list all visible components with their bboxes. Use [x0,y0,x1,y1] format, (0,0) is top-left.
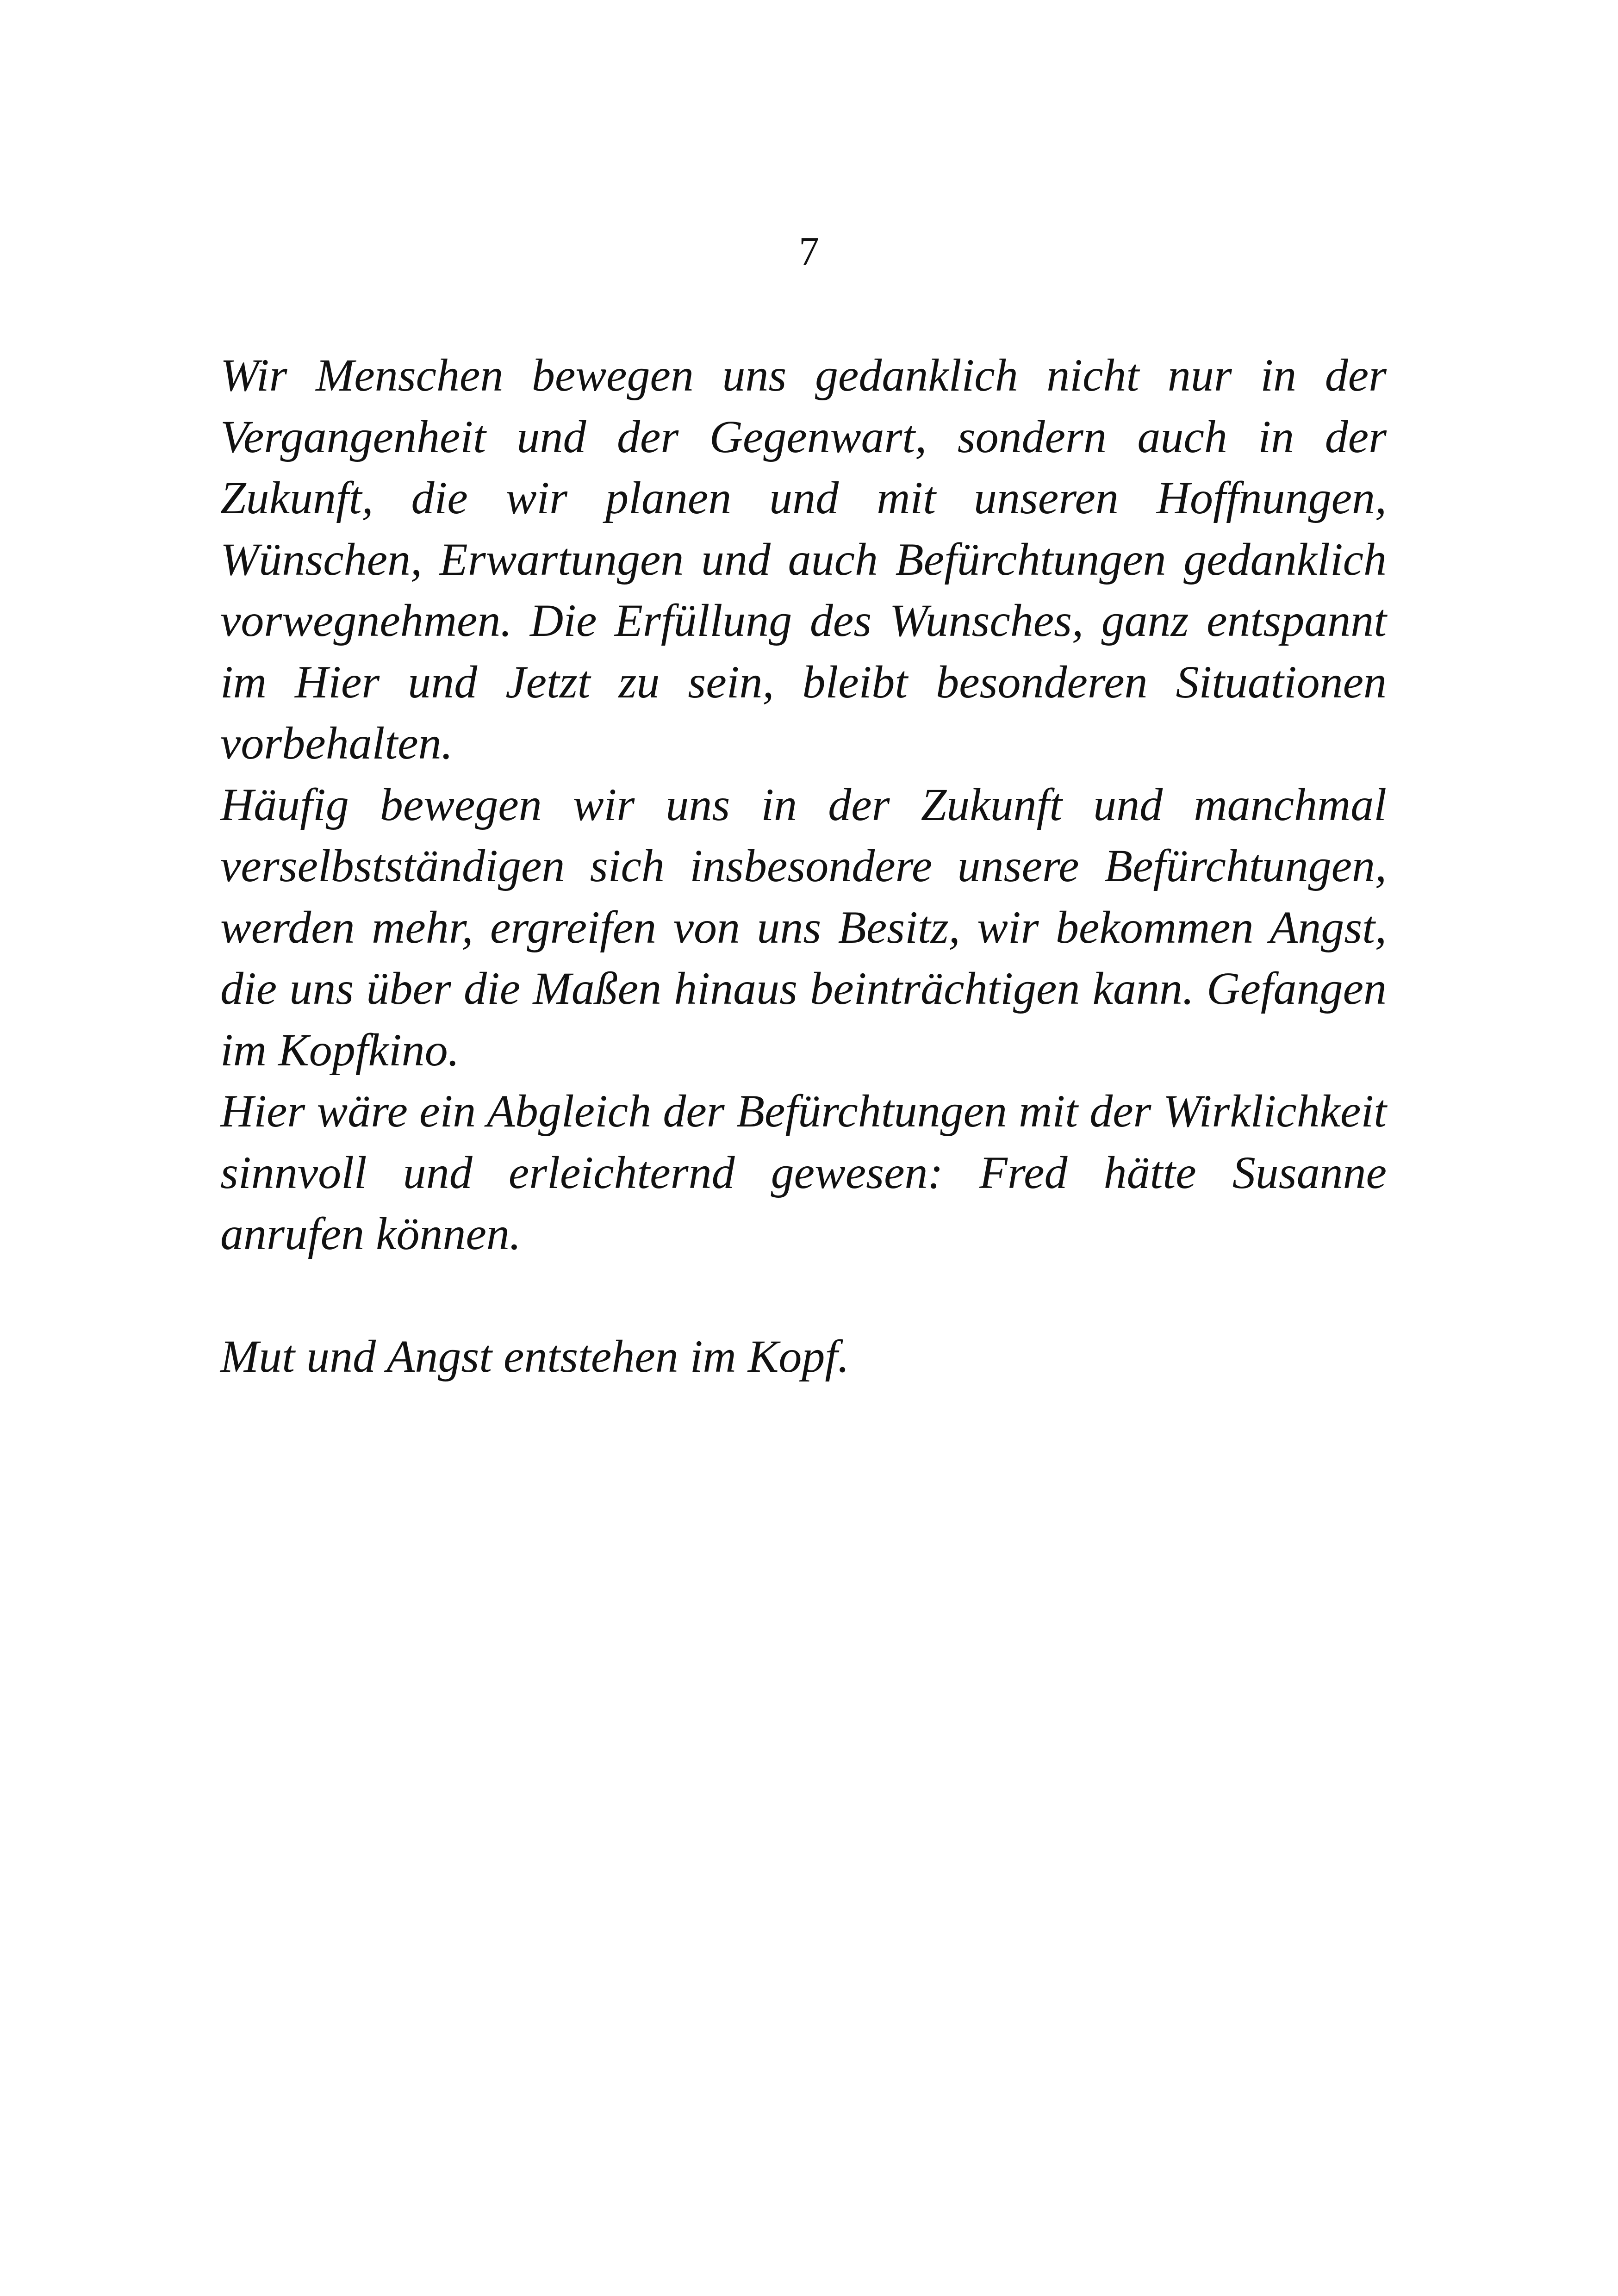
page-number: 7 [799,229,819,274]
paragraph-3: Hier wäre ein Abgleich der Befürchtungen mit der Wirklichkeit sinnvoll und erleichternd gewesen: Fred hätte Susanne anrufen können. [220,1085,1387,1259]
closing-line: Mut und Angst entstehen im Kopf. [220,1331,850,1382]
paragraph-1: Wir Menschen bewegen uns gedanklich nicht nur in der Vergangenheit und der Gegenwart, sondern auch in der Zukunft, die wir planen und mit unseren Hoffnungen, Wünschen, Erwartungen und auch Befürchtungen gedanklich vorwegnehmen. Die Erfüllung des Wunsches, ganz entspannt im Hier und Jetzt zu sein, bleibt besonderen Situationen vorbehalten. [220,349,1387,769]
body-text [220,345,1387,1388]
paragraph-2: Häufig bewegen wir uns in der Zukunft und manchmal verselbstständigen sich insbesondere unsere Befürchtungen, werden mehr, ergreifen von uns Besitz, wir bekommen Angst, die uns über die Maßen hinaus beinträchtigen kann. Gefangen im Kopfkino. [220,778,1387,1076]
